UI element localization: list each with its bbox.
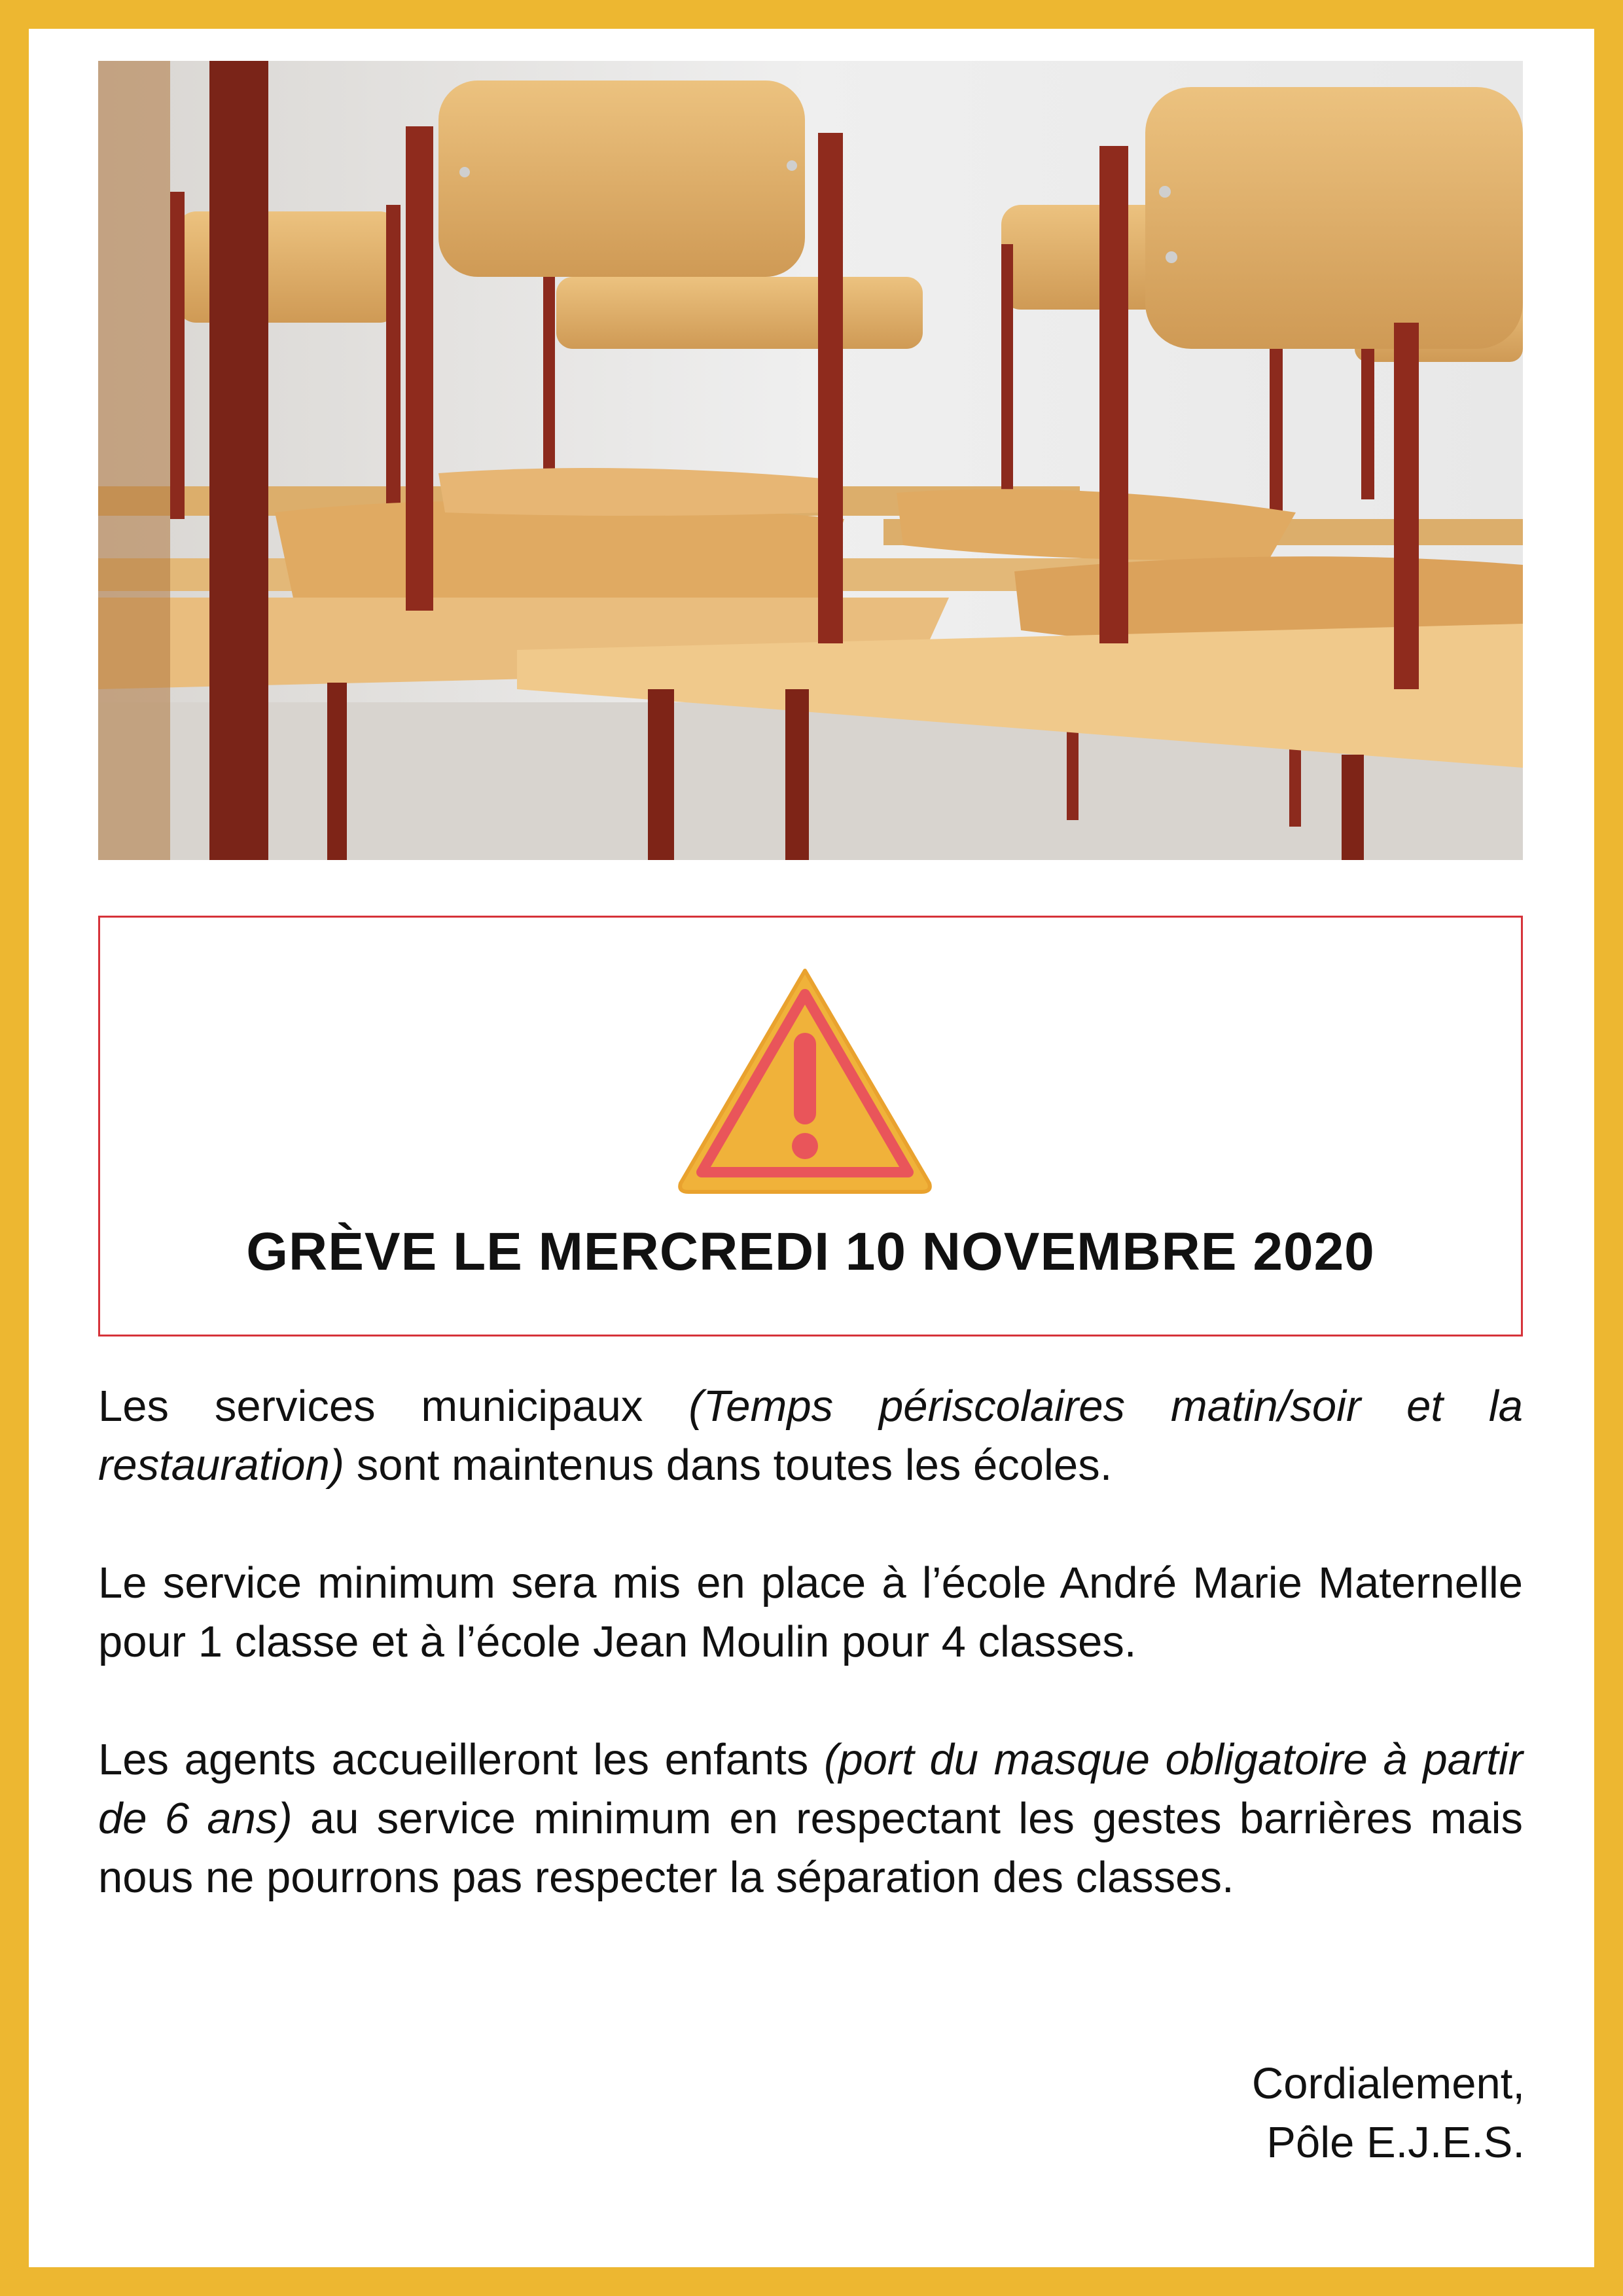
paragraph-text: Les services municipaux — [98, 1382, 689, 1431]
municipal-services-paragraph — [98, 1377, 1523, 1495]
paragraph-text: au service minimum en respectant les gestes barrières mais nous ne pourrons pas respecter la séparation des classes. — [98, 1794, 1523, 1902]
paragraph-text: sont maintenus dans toutes les écoles. — [344, 1441, 1113, 1490]
paragraph-italic-text: (Temps périscolaires matin/soir et la restauration) — [98, 1382, 1524, 1490]
strike-headline: GRÈVE LE MERCREDI 10 NOVEMBRE 2020 — [246, 1222, 1375, 1282]
classroom-illustration — [98, 61, 1523, 860]
warning-triangle-icon — [675, 964, 935, 1196]
warning-triangle-graphic — [675, 964, 935, 1196]
strike-alert-box — [98, 916, 1523, 1336]
minimum-service-paragraph: Le service minimum sera mis en place à l’école André Marie Maternelle pour 1 classe et à l’école Jean Moulin pour 4 classes. — [98, 1558, 1523, 1666]
paragraph-italic-text: (port du masque obligatoire à partir de 6 ans) — [98, 1735, 1523, 1843]
paragraph-text: Les agents accueilleront les enfants — [98, 1735, 825, 1784]
signature-block — [1252, 2054, 1525, 2172]
classroom-photo — [98, 61, 1523, 860]
closing-text: Cordialement, — [1251, 2059, 1525, 2108]
sender-name: Pôle E.J.E.S. — [1266, 2118, 1525, 2167]
agents-paragraph — [98, 1731, 1523, 1907]
